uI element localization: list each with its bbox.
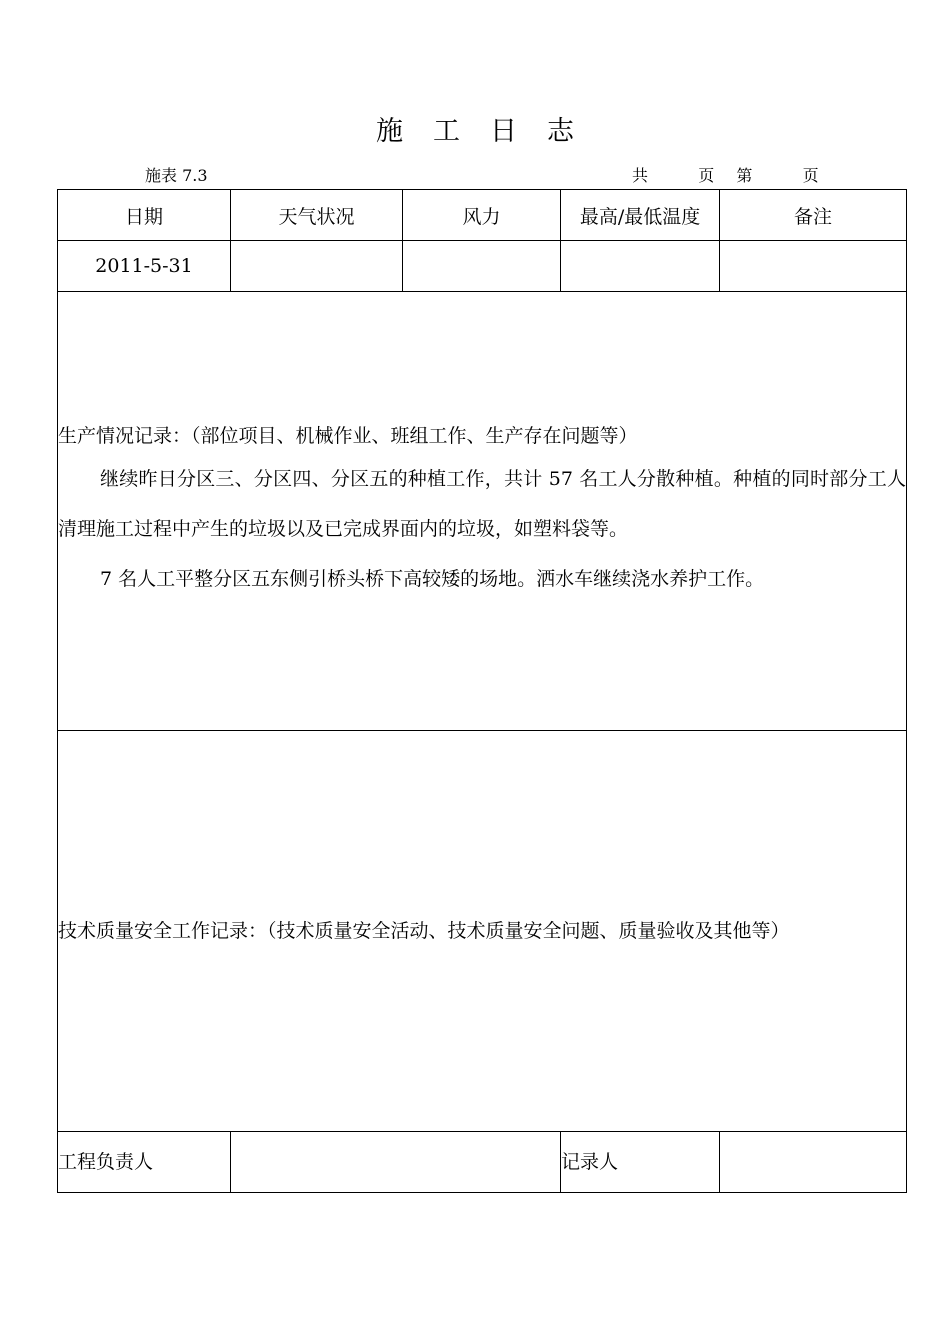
production-record-cell[interactable] xyxy=(58,292,907,731)
page-unit: 页 xyxy=(698,166,715,185)
technical-record-cell[interactable] xyxy=(58,731,907,1132)
page-info xyxy=(632,165,819,187)
construction-log-table xyxy=(57,189,907,1193)
production-paragraph-2: 7 名人工平整分区五东侧引桥头桥下高较矮的场地。洒水车继续浇水养护工作。 xyxy=(100,568,765,590)
production-heading: 生产情况记录：（部位项目、机械作业、班组工作、生产存在问题等） xyxy=(58,425,638,447)
recorder-value[interactable] xyxy=(720,1132,907,1193)
page-total-label: 共 xyxy=(632,166,649,185)
column-header-date: 日期 xyxy=(58,190,231,241)
page-number-label: 第 xyxy=(736,166,753,185)
recorder-label: 记录人 xyxy=(561,1132,720,1193)
signature-row xyxy=(58,1132,907,1193)
column-header-remarks: 备注 xyxy=(720,190,907,241)
page-title: 施工日志 xyxy=(376,116,604,147)
production-paragraph-1: 继续昨日分区三、分区四、分区五的种植工作，共计 57 名工人分散种植。种植的同时部分工人清理施工过程中产生的垃圾以及已完成界面内的垃圾，如塑料袋等。 xyxy=(58,468,907,540)
manager-value[interactable] xyxy=(231,1132,561,1193)
table-row xyxy=(58,241,907,292)
column-header-weather: 天气状况 xyxy=(231,190,403,241)
page-unit-2: 页 xyxy=(802,166,819,185)
manager-label: 工程负责人 xyxy=(58,1132,231,1193)
temperature-cell[interactable] xyxy=(561,241,720,292)
remarks-cell[interactable] xyxy=(720,241,907,292)
header-row xyxy=(58,190,907,241)
date-cell[interactable]: 2011-5-31 xyxy=(58,241,231,292)
weather-cell[interactable] xyxy=(231,241,403,292)
technical-section xyxy=(58,731,907,1132)
wind-cell[interactable] xyxy=(403,241,561,292)
column-header-wind: 风力 xyxy=(403,190,561,241)
production-section xyxy=(58,292,907,731)
form-number: 施表 7.3 xyxy=(145,166,208,185)
technical-heading: 技术质量安全工作记录：（技术质量安全活动、技术质量安全问题、质量验收及其他等） xyxy=(58,920,790,942)
column-header-temperature: 最高/最低温度 xyxy=(561,190,720,241)
